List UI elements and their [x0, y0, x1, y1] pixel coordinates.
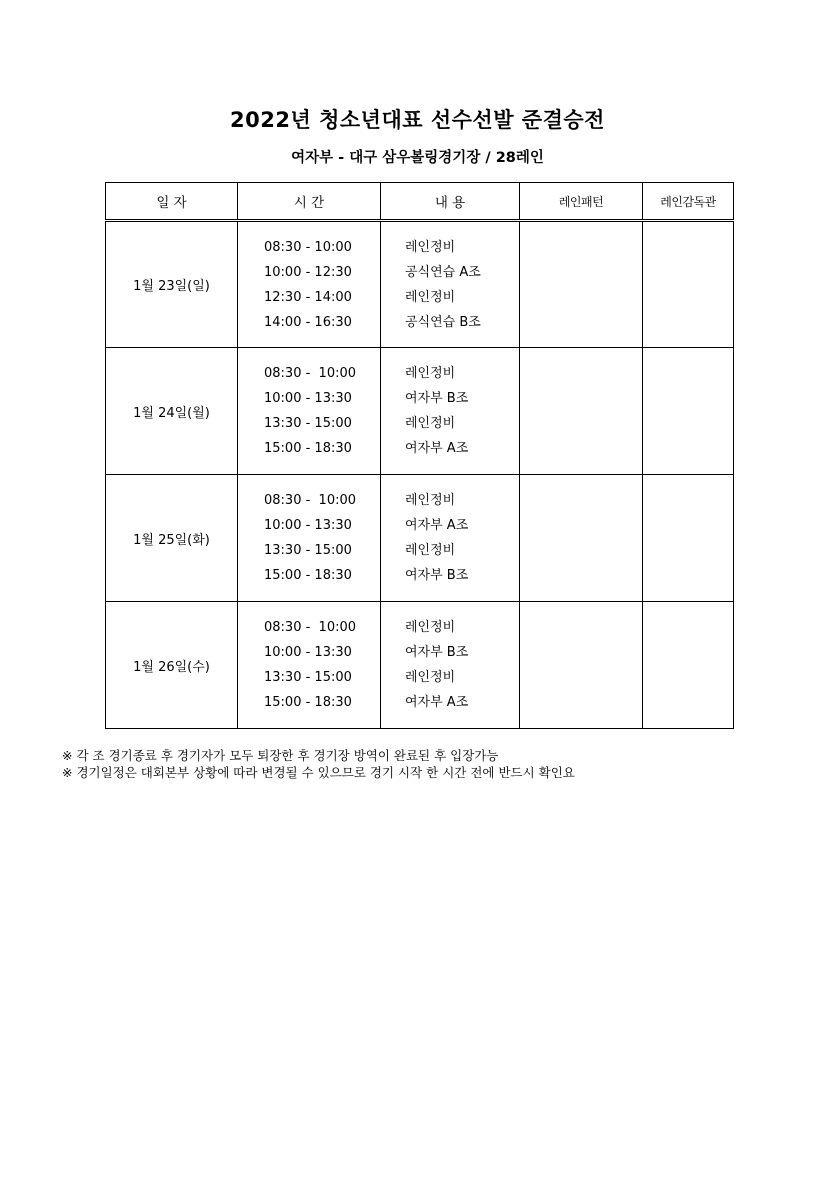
- time-cell: [238, 475, 381, 602]
- time-slot: 10:00 - 13:30: [264, 518, 352, 533]
- time-slot: 08:30 - 10:00: [264, 493, 357, 508]
- content-item: 공식연습 A조: [405, 264, 481, 280]
- date-cell: 1월 26일(수): [106, 602, 238, 729]
- time-slot: 08:30 - 10:00: [264, 239, 352, 255]
- time-slot: 13:30 - 15:00: [264, 543, 352, 558]
- date-cell: 1월 25일(화): [106, 475, 238, 602]
- time-slot: 15:00 - 18:30: [264, 441, 352, 456]
- time-slot: 10:00 - 12:30: [264, 264, 352, 280]
- time-slot: 10:00 - 13:30: [264, 391, 352, 406]
- content-cell: [381, 348, 520, 475]
- lane-pattern-cell: [520, 602, 643, 729]
- content-cell: [381, 602, 520, 729]
- time-slot: 10:00 - 13:30: [264, 645, 352, 660]
- page-title: 2022년 청소년대표 선수선발 준결승전: [230, 108, 605, 132]
- page-subtitle: 여자부 - 대구 삼우볼링경기장 / 28레인: [291, 150, 544, 166]
- header-content: 내 용: [381, 183, 520, 221]
- content-cell: [381, 475, 520, 602]
- time-cell: [238, 221, 381, 348]
- lane-pattern-cell: [520, 221, 643, 348]
- header-lane-supervisor: 레인감독관: [643, 183, 734, 221]
- lane-supervisor-cell: [643, 221, 734, 348]
- date-cell: 1월 24일(월): [106, 348, 238, 475]
- time-slot: 13:30 - 15:00: [264, 670, 352, 685]
- time-slot: 12:30 - 14:00: [264, 289, 352, 305]
- lane-supervisor-cell: [643, 475, 734, 602]
- note-item: ※ 경기일정은 대회본부 상황에 따라 변경될 수 있으므로 경기 시작 한 시간 전에 반드시 확인요: [62, 765, 575, 780]
- content-item: 레인정비: [405, 416, 456, 431]
- content-item: 여자부 A조: [405, 518, 469, 533]
- time-slot: 08:30 - 10:00: [264, 620, 357, 635]
- table-row: [106, 602, 734, 729]
- header-lane-pattern: 레인패턴: [520, 183, 643, 221]
- header-time: 시 간: [238, 183, 381, 221]
- time-cell: [238, 602, 381, 729]
- schedule-table: [105, 182, 734, 729]
- time-slot: 15:00 - 18:30: [264, 568, 352, 583]
- content-item: 레인정비: [405, 543, 456, 558]
- content-item: 여자부 A조: [405, 695, 469, 710]
- time-slot: 14:00 - 16:30: [264, 314, 352, 330]
- content-item: 여자부 B조: [405, 645, 469, 660]
- table-row: [106, 348, 734, 475]
- date-cell: 1월 23일(일): [106, 221, 238, 348]
- content-item: 여자부 B조: [405, 391, 469, 406]
- time-slot: 13:30 - 15:00: [264, 416, 352, 431]
- lane-pattern-cell: [520, 475, 643, 602]
- content-item: 레인정비: [405, 670, 456, 685]
- time-slot: 15:00 - 18:30: [264, 695, 352, 710]
- content-item: 레인정비: [405, 366, 456, 381]
- note-item: ※ 각 조 경기종료 후 경기자가 모두 퇴장한 후 경기장 방역이 완료된 후 입장가능: [62, 748, 499, 763]
- lane-supervisor-cell: [643, 602, 734, 729]
- content-item: 레인정비: [405, 620, 456, 635]
- content-cell: [381, 221, 520, 348]
- table-header-row: [106, 183, 734, 221]
- lane-supervisor-cell: [643, 348, 734, 475]
- table-row: [106, 221, 734, 348]
- time-cell: [238, 348, 381, 475]
- content-item: 레인정비: [405, 239, 456, 255]
- notes: [62, 747, 575, 781]
- content-item: 공식연습 B조: [405, 314, 481, 330]
- content-item: 여자부 B조: [405, 568, 469, 583]
- table-row: [106, 475, 734, 602]
- content-item: 레인정비: [405, 493, 456, 508]
- content-item: 여자부 A조: [405, 441, 469, 456]
- header-date: 일 자: [106, 183, 238, 221]
- content-item: 레인정비: [405, 289, 456, 305]
- time-slot: 08:30 - 10:00: [264, 366, 357, 381]
- lane-pattern-cell: [520, 348, 643, 475]
